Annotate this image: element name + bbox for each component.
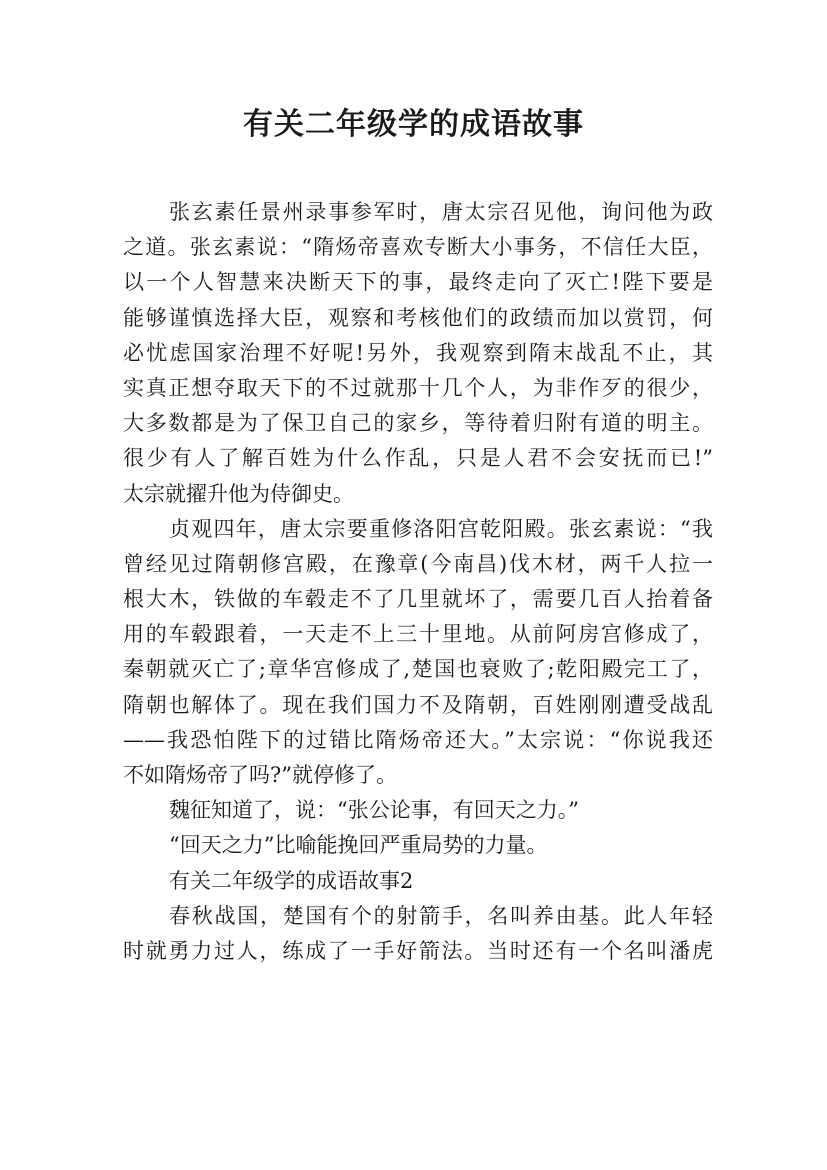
text-line: 不如隋炀帝了吗?”就停修了。 <box>123 763 397 787</box>
text-line: 用的车毂跟着，一天走不上三十里地。从前阿房宫修成了， <box>123 622 713 647</box>
text-line: 必忧虑国家治理不好呢!另外，我观察到隋末战乱不止，其 <box>123 340 713 365</box>
text-line: 之道。张玄素说：“隋炀帝喜欢专断大小事务，不信任大臣， <box>123 235 713 260</box>
text-line: 张玄素任景州录事参军时，唐太宗召见他，询问他为政 <box>169 200 713 224</box>
text-line: 实真正想夺取天下的不过就那十几个人，为非作歹的很少， <box>123 375 713 400</box>
text-line: 很少有人了解百姓为什么作乱，只是人君不会安抚而已!” <box>123 446 713 471</box>
text-line: 以一个人智慧来决断天下的事，最终走向了灭亡!陛下要是 <box>123 270 713 295</box>
text-line: 大多数都是为了保卫自己的家乡，等待着归附有道的明主。 <box>123 411 713 436</box>
text-line: 魏征知道了，说：“张公论事，有回天之力。” <box>169 798 579 823</box>
text-line: 隋朝也解体了。现在我们国力不及隋朝，百姓刚刚遭受战乱 <box>123 692 713 717</box>
text-line: 能够谨慎选择大臣，观察和考核他们的政绩而加以赏罚，何 <box>123 305 713 330</box>
document-body <box>123 195 713 969</box>
text-line: 太宗就擢升他为侍御史。 <box>123 481 354 506</box>
document-title: 有关二年级学的成语故事 <box>243 107 584 142</box>
text-line: 贞观四年，唐太宗要重修洛阳宫乾阳殿。张玄素说：“我 <box>169 516 713 541</box>
text-line: 曾经见过隋朝修宫殿，在豫章(今南昌)伐木材，两千人拉一 <box>123 551 713 576</box>
text-line: 有关二年级学的成语故事2 <box>169 868 414 893</box>
text-line: 春秋战国，楚国有个的射箭手，名叫养由基。此人年轻 <box>169 903 713 928</box>
text-line: ——我恐怕陛下的过错比隋炀帝还大。”太宗说：“你说我还 <box>123 727 713 752</box>
text-line: 时就勇力过人，练成了一手好箭法。当时还有一个名叫潘虎 <box>123 938 713 963</box>
text-line: 根大木，铁做的车毂走不了几里就坏了，需要几百人抬着备 <box>123 587 713 612</box>
text-line: 秦朝就灭亡了;章华宫修成了,楚国也衰败了;乾阳殿完工了， <box>123 657 713 682</box>
text-line: “回天之力”比喻能挽回严重局势的力量。 <box>169 833 548 858</box>
